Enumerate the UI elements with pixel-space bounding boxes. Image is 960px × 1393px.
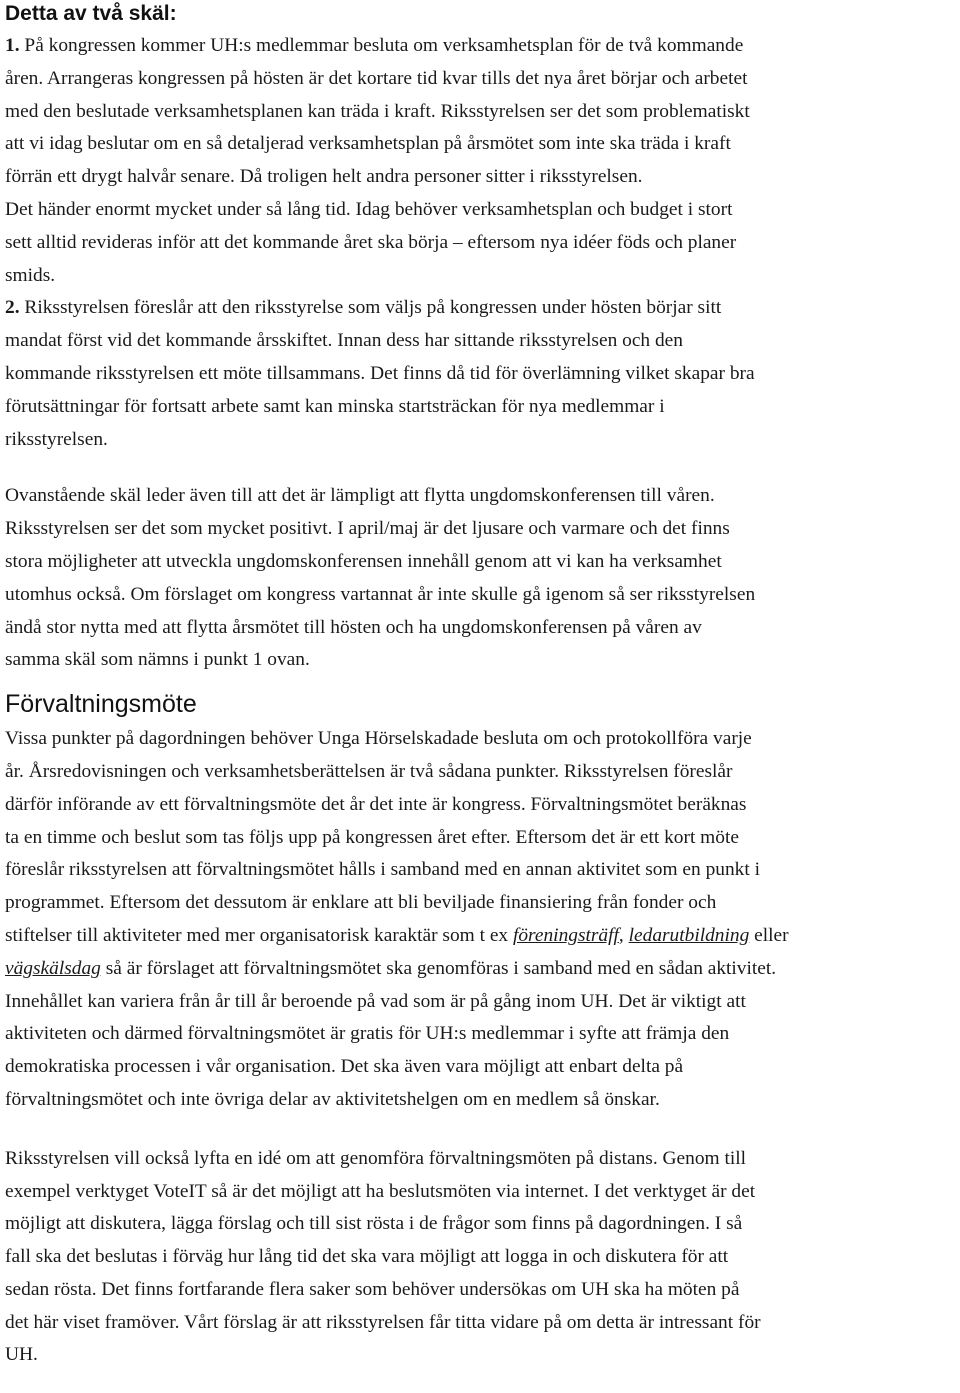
- term-vagskalsdag: vägskälsdag: [5, 957, 101, 979]
- reason-1-line: smids.: [5, 264, 56, 286]
- distance-meeting-paragraph: [5, 1143, 955, 1373]
- paragraph-line: därför införande av ett förvaltningsmöte det år det inte är kongress. Förvaltningsmötet beräknas: [5, 793, 747, 815]
- paragraph-line-italic-term: [5, 953, 955, 986]
- text-segment: ,: [618, 924, 629, 946]
- paragraph-line: UH.: [5, 1344, 38, 1366]
- reason-1-line: att vi idag beslutar om en så detaljerad verksamhetsplan på årsmötet som inte ska träda i kraft: [5, 133, 731, 155]
- reason-1-first-line: [5, 30, 955, 63]
- reason-1-line: åren. Arrangeras kongressen på hösten är det kortare tid kvar tills det nya året börjar och arbetet: [5, 67, 748, 89]
- reason-1-line: förrän ett drygt halvår senare. Då troligen helt andra personer sitter i riksstyrelsen.: [5, 166, 643, 188]
- section-heading-two-reasons: Detta av två skäl:: [5, 2, 177, 25]
- term-ledarutbildning: ledarutbildning: [628, 924, 750, 946]
- reason-2-number: 2.: [5, 297, 20, 319]
- term-foreningstraff: föreningsträff: [512, 924, 619, 946]
- paragraph-line: programmet. Eftersom det dessutom är enklare att bli beviljade finansiering från fonder och: [5, 892, 717, 914]
- paragraph-line: Riksstyrelsen vill också lyfta en idé om att genomföra förvaltningsmöten på distans. Genom till: [5, 1147, 747, 1169]
- reason-2-line: Riksstyrelsen föreslår att den riksstyrelse som väljs på kongressen under hösten börjar sitt: [24, 297, 722, 319]
- paragraph-line: exempel verktyget VoteIT så är det möjligt att ha beslutsmöten via internet. I det verktyget är det: [5, 1180, 756, 1202]
- reason-2-line: kommande riksstyrelsen ett möte tillsammans. Det finns då tid för överlämning vilket skapar bra: [5, 362, 755, 384]
- reason-2-line: mandat först vid det kommande årsskiftet. Innan dess har sittande riksstyrelsen och den: [5, 330, 683, 352]
- paragraph-line: samma skäl som nämns i punkt 1 ovan.: [5, 649, 310, 671]
- paragraph-line: Riksstyrelsen ser det som mycket positivt. I april/maj är det ljusare och varmare och det finns: [5, 518, 730, 540]
- section-heading-forvaltningsmote: Förvaltningsmöte: [5, 690, 197, 719]
- paragraph-line: fall ska det beslutas i förväg hur lång tid det ska vara möjligt att logga in och diskutera för att: [5, 1246, 729, 1268]
- paragraph-line: ta en timme och beslut som tas följs upp på kongressen året efter. Eftersom det är ett kort möte: [5, 826, 739, 848]
- paragraph-line: utomhus också. Om förslaget om kongress vartannat år inte skulle gå igenom så ser riksstyrelsen: [5, 583, 756, 605]
- reason-2-line: förutsättningar för fortsatt arbete samt kan minska startsträckan för nya medlemmar i: [5, 395, 665, 417]
- reason-1-line: Det händer enormt mycket under så lång tid. Idag behöver verksamhetsplan och budget i stort: [5, 198, 733, 220]
- reason-1-line: På kongressen kommer UH:s medlemmar besluta om verksamhetsplan för de två kommande: [24, 35, 744, 56]
- reason-1-number: 1.: [5, 35, 20, 56]
- paragraph-line: det här viset framöver. Vårt förslag är att riksstyrelsen får titta vidare på om detta är intressant för: [5, 1311, 761, 1333]
- text-segment: eller: [749, 924, 789, 946]
- reason-list: [5, 30, 955, 456]
- paragraph-line: ändå stor nytta med att flytta årsmötet till hösten och ha ungdomskonferensen på våren av: [5, 616, 702, 638]
- text-segment: så är förslaget att förvaltningsmötet ska genomföras i samband med en sådan aktivitet.: [100, 957, 777, 979]
- text-segment: stiftelser till aktiviteter med mer organisatorisk karaktär som t ex: [5, 924, 513, 946]
- paragraph-line: aktiviteten och därmed förvaltningsmötet är gratis för UH:s medlemmar i syfte att främja den: [5, 1023, 730, 1045]
- paragraph-line: föreslår riksstyrelsen att förvaltningsmötet hålls i samband med en annan aktivitet som en punkt i: [5, 859, 760, 881]
- forvaltningsmote-paragraph: [5, 723, 955, 1117]
- paragraph-line: möjligt att diskutera, lägga förslag och till sist rösta i de frågor som finns på dagordningen. I så: [5, 1213, 743, 1235]
- youth-conference-paragraph: [5, 480, 955, 677]
- paragraph-line: år. Årsredovisningen och verksamhetsberättelsen är två sådana punkter. Riksstyrelsen föreslår: [5, 760, 733, 782]
- paragraph-line: Ovanstående skäl leder även till att det är lämpligt att flytta ungdomskonferensen till våren.: [5, 485, 715, 507]
- paragraph-line: stora möjligheter att utveckla ungdomskonferensen innehåll genom att vi kan ha verksamhet: [5, 550, 722, 572]
- paragraph-line: förvaltningsmötet och inte övriga delar av aktivitetshelgen om en medlem så önskar.: [5, 1088, 660, 1110]
- paragraph-line: demokratiska processen i vår organisation. Det ska även vara möjligt att enbart delta på: [5, 1056, 684, 1078]
- reason-1-line: med den beslutade verksamhetsplanen kan träda i kraft. Riksstyrelsen ser det som problematiskt: [5, 100, 750, 122]
- paragraph-line: sedan rösta. Det finns fortfarande flera saker som behöver undersökas om UH ska ha möten på: [5, 1278, 740, 1300]
- paragraph-line: Innehållet kan variera från år till år beroende på vad som är på gång inom UH. Det är viktigt att: [5, 990, 746, 1012]
- paragraph-line-italic-terms: [5, 920, 955, 953]
- reason-2-first-line: [5, 292, 955, 325]
- reason-1-line: sett alltid revideras inför att det kommande året ska börja – eftersom nya idéer föds och planer: [5, 231, 737, 253]
- document-page: [5, 0, 955, 1372]
- paragraph-line: Vissa punkter på dagordningen behöver Unga Hörselskadade besluta om och protokollföra varje: [5, 728, 752, 750]
- reason-2-line: riksstyrelsen.: [5, 428, 108, 450]
